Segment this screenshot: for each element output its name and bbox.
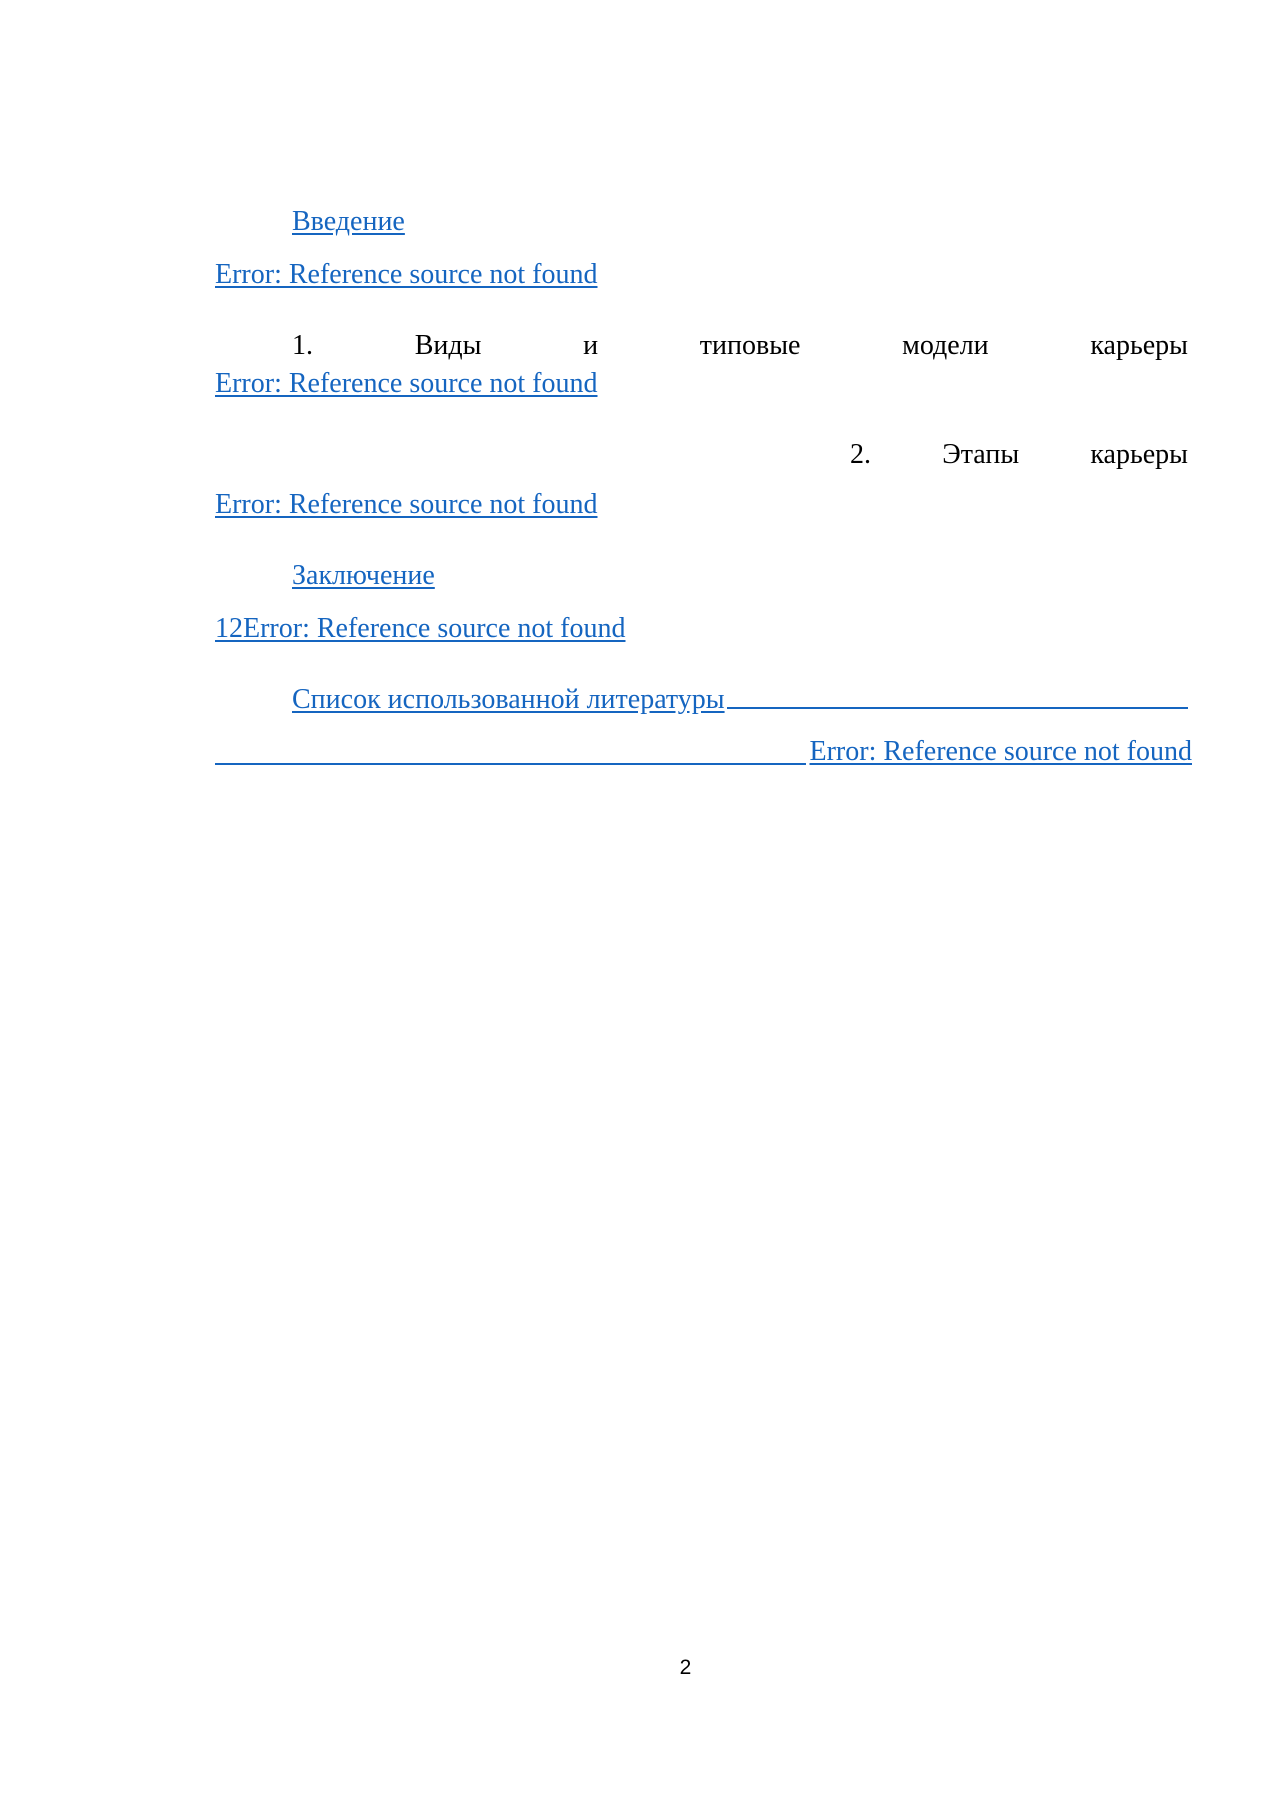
toc-chapter-2-word: карьеры	[1090, 439, 1188, 470]
toc-entry-intro[interactable]	[215, 203, 1192, 294]
toc-intro-page-ref[interactable]: Error: Reference source not found	[215, 259, 598, 290]
toc-conclusion-title[interactable]: Заключение	[292, 560, 435, 591]
toc-chapter-1-word: Виды	[414, 330, 482, 361]
toc-literature-title[interactable]: Список использованной литературы	[292, 684, 725, 715]
page-number: 2	[679, 1656, 692, 1679]
toc-entry-conclusion[interactable]	[215, 557, 1192, 648]
toc-intro-title[interactable]: Введение	[292, 206, 405, 237]
toc-literature-page-ref[interactable]: Error: Reference source not found	[809, 736, 1192, 767]
table-of-contents	[215, 203, 1192, 771]
toc-literature-leader-line	[727, 681, 1188, 709]
toc-chapter-2-page-ref[interactable]: Error: Reference source not found	[215, 489, 598, 520]
toc-entry-chapter-1[interactable]	[215, 327, 1192, 403]
toc-chapter-2-title	[215, 436, 1192, 474]
toc-chapter-1-number: 1.	[292, 330, 313, 361]
toc-chapter-2-number: 2.	[850, 439, 871, 470]
toc-chapter-1-title	[215, 327, 1192, 365]
toc-conclusion-page-ref[interactable]: 12Error: Reference source not found	[215, 613, 626, 644]
toc-chapter-1-word: типовые	[699, 330, 801, 361]
toc-chapter-2-word: Этапы	[942, 439, 1020, 470]
toc-chapter-1-page-ref[interactable]: Error: Reference source not found	[215, 368, 598, 399]
toc-chapter-1-word: и	[583, 330, 599, 361]
toc-entry-literature[interactable]	[215, 681, 1192, 771]
toc-literature-leader-line-2	[215, 733, 806, 765]
toc-chapter-1-word: карьеры	[1090, 330, 1188, 361]
toc-chapter-1-word: модели	[902, 330, 989, 361]
toc-entry-chapter-2[interactable]	[215, 436, 1192, 524]
